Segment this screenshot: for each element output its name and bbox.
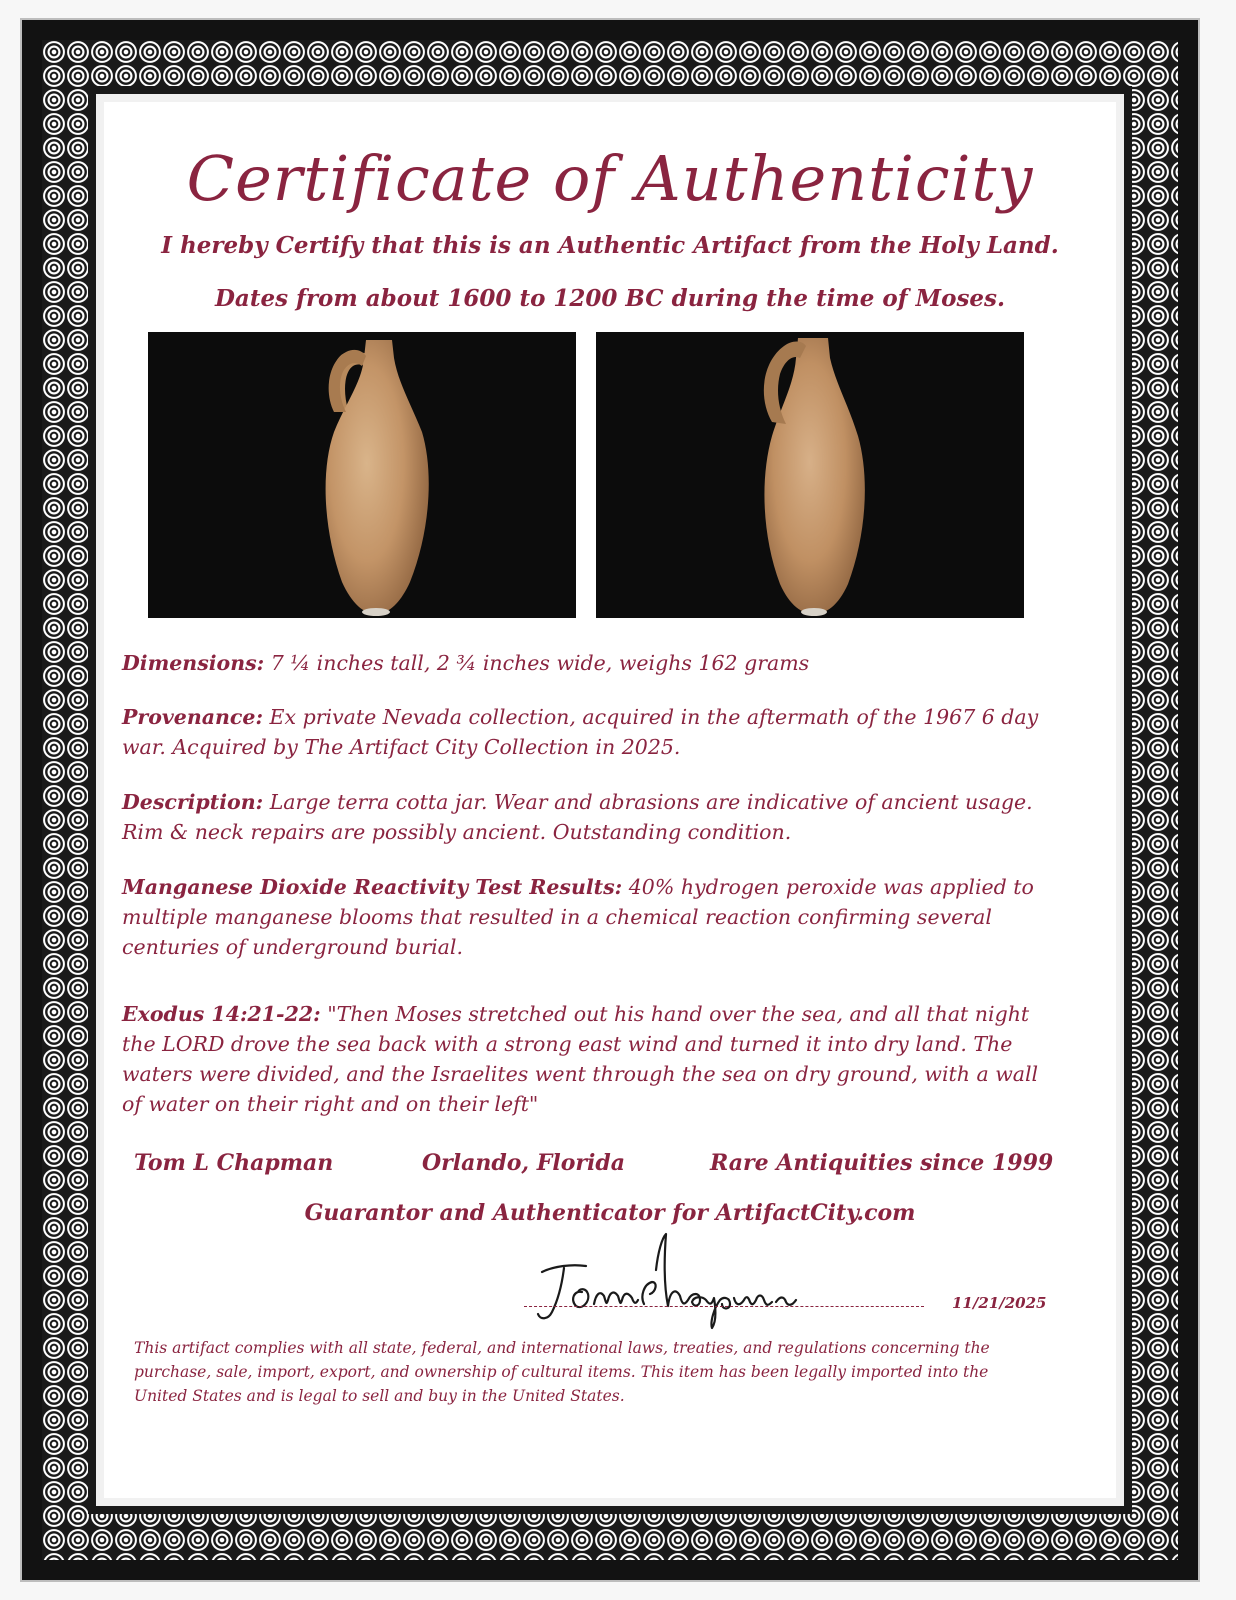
exodus-text: "Then Moses stretched out his hand over the sea, and all that night the LORD drove the sea back with a strong east wind and turned it into dry land. The waters were divided, and the Israelites went through the sea on dry ground, with a wall of water on their right and on their left": [122, 1002, 1039, 1116]
legal-compliance-text: This artifact complies with all state, federal, and international laws, treaties, and regulations concerning the purchase, sale, import, export, and ownership of cultural items. This item has been legally imported into the United States and is legal to sell and buy in the United States.: [134, 1339, 990, 1405]
manganese-test-paragraph: [122, 872, 1042, 962]
artifact-photo-side: [596, 332, 1024, 618]
certificate-date: 11/21/2025: [952, 1294, 1047, 1312]
dates-line: Dates from about 1600 to 1200 BC during the time of Moses.: [214, 285, 1005, 312]
manganese-test-text: 40% hydrogen peroxide was applied to multiple manganese blooms that resulted in a chemical reaction confirming several centuries of underground burial.: [122, 875, 1034, 959]
dimensions-label: Dimensions:: [122, 651, 265, 675]
signatory-location: Orlando, Florida: [422, 1150, 625, 1176]
certificate-title: Certificate of Authenticity: [186, 142, 1034, 215]
description-label: Description:: [122, 790, 264, 814]
signatory-since: Rare Antiquities since 1999: [710, 1150, 1054, 1176]
dimensions-text: 7 ¼ inches tall, 2 ¾ inches wide, weighs 162 grams: [264, 651, 810, 675]
description-text: Large terra cotta jar. Wear and abrasions are indicative of ancient usage. Rim & neck repairs are possibly ancient. Outstanding condition.: [122, 790, 1033, 844]
description-paragraph: [122, 787, 1042, 847]
provenance-paragraph: [122, 702, 1042, 762]
exodus-label: Exodus 14:21-22:: [122, 1002, 321, 1026]
jar-front-image: [148, 332, 576, 618]
provenance-label: Provenance:: [122, 705, 264, 729]
guarantor-line: Guarantor and Authenticator for ArtifactCity.com: [304, 1200, 916, 1226]
handwritten-signature: [524, 1230, 824, 1330]
certify-line: I hereby Certify that this is an Authentic Artifact from the Holy Land.: [161, 232, 1059, 259]
exodus-quote-paragraph: [122, 999, 1042, 1119]
certificate-body: [104, 102, 1116, 1498]
manganese-test-label: Manganese Dioxide Reactivity Test Results:: [122, 875, 623, 899]
artifact-photo-front: [148, 332, 576, 618]
provenance-text: Ex private Nevada collection, acquired in the aftermath of the 1967 6 day war. Acquired by The Artifact City Collection in 2025.: [122, 705, 1039, 759]
signature-line: [524, 1306, 924, 1307]
signatory-name: Tom L Chapman: [134, 1150, 334, 1176]
dimensions-paragraph: [122, 648, 1042, 678]
jar-side-image: [596, 332, 1024, 618]
